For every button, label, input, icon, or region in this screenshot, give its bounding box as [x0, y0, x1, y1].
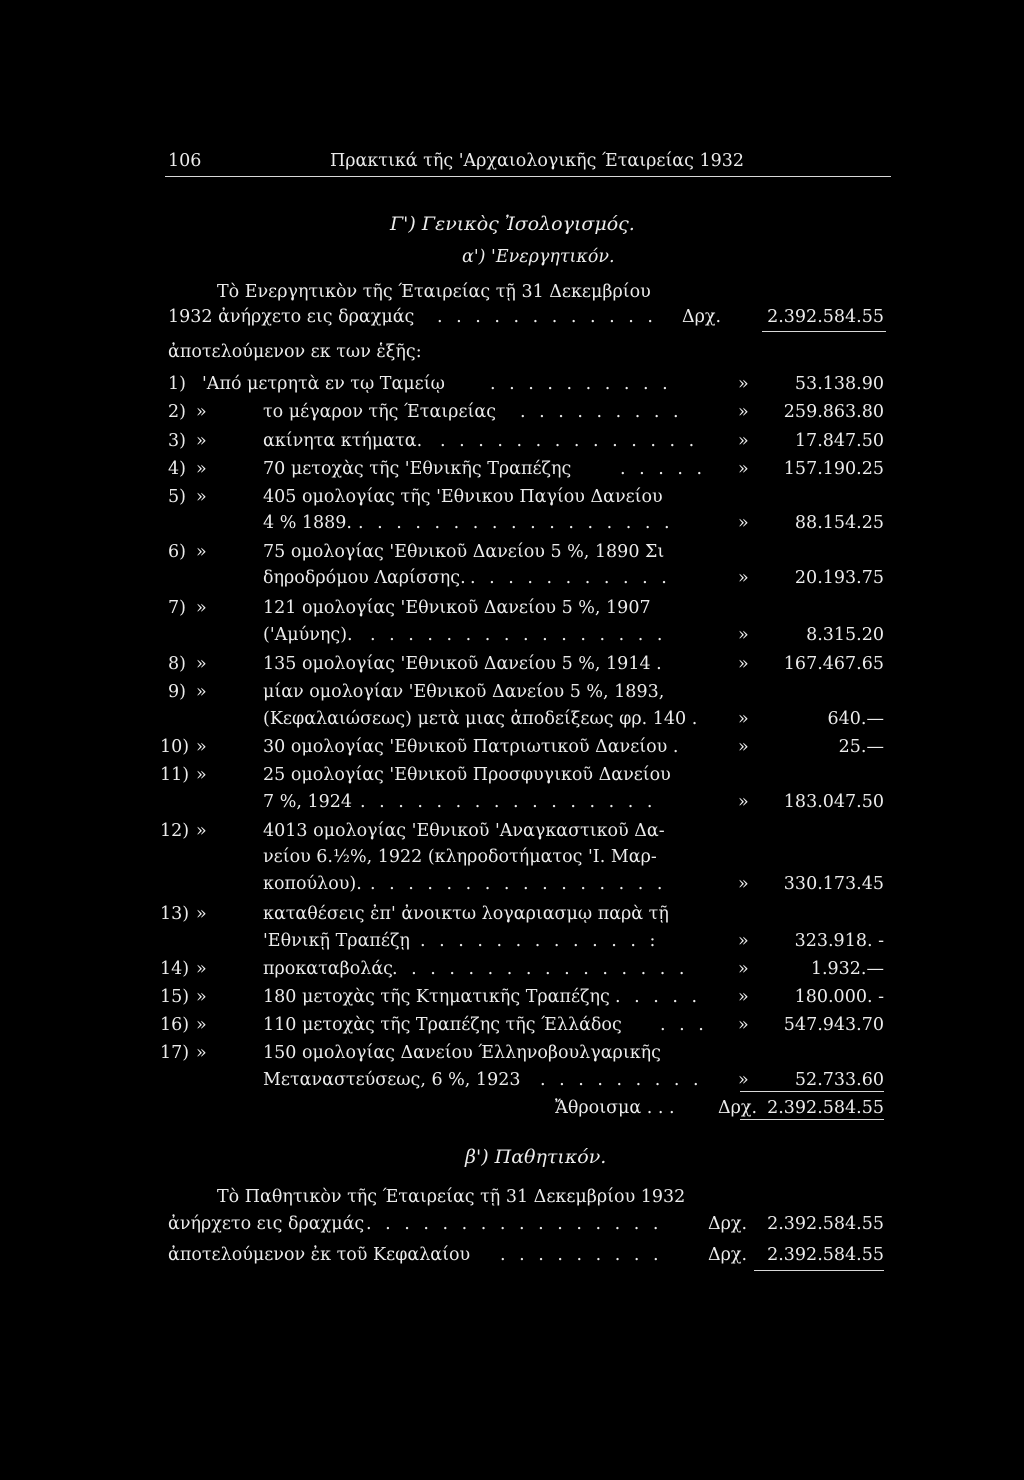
ditto-mark: »: [738, 792, 749, 812]
ditto-mark: »: [196, 959, 207, 979]
item-number: 4): [168, 459, 186, 479]
liabilities-line2: ἀνήρχετο εις δραχμάς: [168, 1214, 365, 1234]
item-number: 7): [168, 598, 186, 618]
liabilities-line2-amount: 2.392.584.55: [767, 1214, 884, 1234]
ditto-mark: »: [196, 431, 207, 451]
item-text: 405 ομολογίας τῆς 'Εθνικου Παγίου Δανείου: [263, 487, 663, 507]
running-title: Πρακτικά τῆς 'Αρχαιολογικῆς Έταιρείας 1932: [330, 151, 745, 171]
item-number: 10): [160, 737, 190, 757]
liabilities-line1: Τὸ Παθητικὸν τῆς Έταιρείας τῇ 31 Δεκεμβρίου 1932: [217, 1187, 686, 1207]
item-number: 11): [160, 765, 190, 785]
page-number: 106: [168, 151, 202, 171]
total-label: Ἄθροισμα . . .: [555, 1098, 675, 1118]
item-number: 5): [168, 487, 186, 507]
item-text-continued: νείου 6.½%, 1922 (κληροδοτήματος 'Ι. Μαρ-: [263, 847, 657, 867]
ditto-mark: »: [738, 625, 749, 645]
ditto-mark: »: [196, 1015, 207, 1035]
ditto-mark: »: [196, 487, 207, 507]
ditto-mark: »: [738, 709, 749, 729]
item-amount: 1.932.—: [810, 959, 884, 979]
leader-dots: . . . . . . . . . . . . . .: [440, 431, 699, 451]
section-title: Γ') Γενικὸς Ἰσολογισμός.: [390, 213, 635, 235]
amount-underline: [754, 1270, 884, 1271]
leader-dots: . . . . . . . . . . . . . . . .: [370, 874, 667, 894]
item-text: το μέγαρον τῆς Έταιρείας: [263, 402, 496, 422]
liabilities-line2-currency: Δρχ.: [708, 1214, 748, 1234]
leader-dots: . . . . . . . . .: [500, 1245, 663, 1265]
item-number: 16): [160, 1015, 190, 1035]
leader-dots: . . . . . . . . .: [520, 402, 683, 422]
ditto-mark: »: [196, 542, 207, 562]
item-text-continued: 'Εθνικῇ Τραπέζῃ: [263, 931, 410, 951]
intro-amount: 2.392.584.55: [767, 307, 884, 327]
item-number: 6): [168, 542, 186, 562]
total-amount: 2.392.584.55: [740, 1097, 884, 1120]
item-text-continued: 4 % 1889.: [263, 513, 352, 533]
ditto-mark: »: [738, 737, 749, 757]
breakdown-intro: ἀποτελούμενον εκ των ἑξῆς:: [168, 342, 422, 362]
item-amount: 259.863.80: [783, 402, 884, 422]
leader-dots: . . . . . . . . . . . . . . . .: [392, 959, 689, 979]
item-amount: 330.173.45: [783, 874, 884, 894]
leader-dots: . . . . . . . . . . . . . . . .: [366, 1214, 663, 1234]
leader-dots: . . . . . . . . . . . . :: [420, 931, 660, 951]
item-text: 70 μετοχὰς τῆς 'Εθνικῆς Τραπέζης: [263, 459, 572, 479]
ditto-mark: »: [738, 431, 749, 451]
amount-underline: [762, 331, 886, 332]
item-amount: 25.—: [838, 737, 884, 757]
ditto-mark: »: [196, 682, 207, 702]
item-text-continued: δηροδρόμου Λαρίσσης.: [263, 568, 466, 588]
item-amount: 183.047.50: [783, 792, 884, 812]
ditto-mark: »: [196, 821, 207, 841]
item-amount: 17.847.50: [794, 431, 884, 451]
item-text: 110 μετοχὰς τῆς Τραπέζης τῆς Έλλάδος: [263, 1015, 622, 1035]
item-amount: 167.467.65: [783, 654, 884, 674]
item-text-continued: ('Αμύνης).: [263, 625, 353, 645]
item-text-continued: 7 %, 1924: [263, 792, 352, 812]
ditto-mark: »: [196, 987, 207, 1007]
ditto-mark: »: [738, 1070, 749, 1090]
ditto-mark: »: [738, 654, 749, 674]
ditto-mark: »: [738, 402, 749, 422]
leader-dots: . . . . . . . . . .: [490, 374, 672, 394]
assets-intro-line2: 1932 ἀνήρχετο εις δραχμάς: [168, 307, 415, 327]
leader-dots: . . .: [660, 1015, 708, 1035]
ditto-mark: »: [196, 654, 207, 674]
item-text: καταθέσεις ἐπ' ἀνοικτω λογαριασμῳ παρὰ τῇ: [263, 904, 669, 924]
ditto-mark: »: [738, 987, 749, 1007]
item-amount: 20.193.75: [794, 568, 884, 588]
ditto-mark: »: [738, 931, 749, 951]
ditto-mark: »: [738, 513, 749, 533]
assets-title: α') 'Ενεργητικόν.: [462, 247, 615, 267]
item-amount: 323.918. -: [794, 931, 884, 951]
ditto-mark: »: [196, 1043, 207, 1063]
item-number: 14): [160, 959, 190, 979]
item-text: ακίνητα κτήματα.: [263, 431, 423, 451]
liabilities-line3-currency: Δρχ.: [708, 1245, 748, 1265]
item-amount: 547.943.70: [783, 1015, 884, 1035]
leader-dots: . . . . . . . . . . .: [470, 568, 671, 588]
ditto-mark: »: [196, 459, 207, 479]
ditto-mark: »: [738, 459, 749, 479]
leader-dots: . . . . . . . . .: [540, 1070, 703, 1090]
leader-dots: . . . . .: [620, 459, 707, 479]
item-text: 30 ομολογίας 'Εθνικοῦ Πατριωτικοῦ Δανείου .: [263, 737, 679, 757]
leader-dots: . . . . . . . . . . . . . . . .: [360, 792, 657, 812]
ditto-mark: »: [738, 1015, 749, 1035]
item-text: 150 ομολογίας Δανείου Έλληνοβουλγαρικῆς: [263, 1043, 661, 1063]
total-currency: Δρχ.: [718, 1098, 758, 1118]
item-text-continued: Μεταναστεύσεως, 6 %, 1923: [263, 1070, 521, 1090]
item-number: 15): [160, 987, 190, 1007]
item-amount: 52.733.60: [740, 1069, 884, 1092]
ditto-mark: »: [738, 959, 749, 979]
ditto-mark: »: [738, 568, 749, 588]
intro-currency: Δρχ.: [682, 307, 722, 327]
ditto-mark: »: [738, 874, 749, 894]
item-number: 3): [168, 431, 186, 451]
item-amount: 88.154.25: [794, 513, 884, 533]
item-number: 8): [168, 654, 186, 674]
item-text: 180 μετοχὰς τῆς Κτηματικῆς Τραπέζης: [263, 987, 610, 1007]
item-text: προκαταβολάς: [263, 959, 393, 979]
item-text: 'Από μετρητὰ εν τῳ Ταμείῳ: [202, 374, 445, 394]
item-number: 12): [160, 821, 190, 841]
item-number: 13): [160, 904, 190, 924]
ditto-mark: »: [196, 765, 207, 785]
ditto-mark: »: [196, 402, 207, 422]
liabilities-line3-amount: 2.392.584.55: [767, 1245, 884, 1265]
ditto-mark: »: [738, 374, 749, 394]
ditto-mark: »: [196, 737, 207, 757]
item-text-continued: (Κεφαλαιώσεως) μετὰ μιας ἀποδείξεως φρ. 140 .: [263, 709, 698, 729]
ditto-mark: »: [196, 598, 207, 618]
liabilities-title: β') Παθητικόν.: [465, 1146, 607, 1168]
item-number: 1): [168, 374, 186, 394]
item-amount: 640.—: [827, 709, 884, 729]
ditto-mark: »: [196, 904, 207, 924]
item-number: 9): [168, 682, 186, 702]
header-rule: [165, 176, 891, 177]
leader-dots: . . . . . . . . . . . . . . . .: [370, 625, 667, 645]
leader-dots: . . . . .: [615, 987, 702, 1007]
item-text-continued: κοπούλου).: [263, 874, 362, 894]
item-amount: 53.138.90: [794, 374, 884, 394]
item-amount: 157.190.25: [783, 459, 884, 479]
item-number: 17): [160, 1043, 190, 1063]
item-amount: 180.000. -: [794, 987, 884, 1007]
leader-dots: . . . . . . . . . . . . . . . . .: [358, 513, 674, 533]
leader-dots: . . . . . . . . . . . .: [437, 307, 657, 327]
item-text: 25 ομολογίας 'Εθνικοῦ Προσφυγικοῦ Δανείου: [263, 765, 671, 785]
item-text: 121 ομολογίας 'Εθνικοῦ Δανείου 5 %, 1907: [263, 598, 651, 618]
liabilities-line3: ἀποτελούμενον ἐκ τοῦ Κεφαλαίου: [168, 1245, 471, 1265]
assets-intro-line1: Τὸ Ενεργητικὸν τῆς Έταιρείας τῇ 31 Δεκεμβρίου: [217, 282, 651, 302]
item-text: 4013 ομολογίας 'Εθνικοῦ 'Αναγκαστικοῦ Δα-: [263, 821, 665, 841]
item-amount: 8.315.20: [806, 625, 884, 645]
item-text: 75 ομολογίας 'Εθνικοῦ Δανείου 5 %, 1890 Σι: [263, 542, 665, 562]
item-number: 2): [168, 402, 186, 422]
item-text: μίαν ομολογίαν 'Εθνικοῦ Δανείου 5 %, 1893,: [263, 682, 665, 702]
item-text: 135 ομολογίας 'Εθνικοῦ Δανείου 5 %, 1914 .: [263, 654, 662, 674]
